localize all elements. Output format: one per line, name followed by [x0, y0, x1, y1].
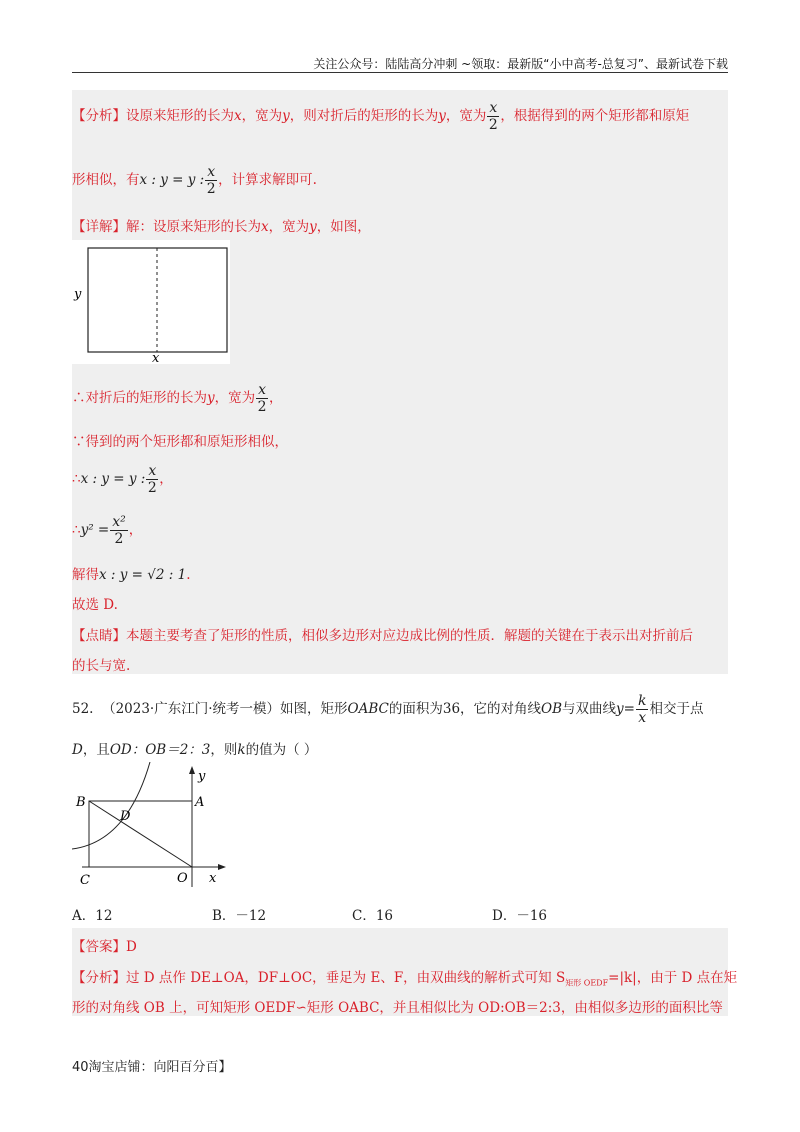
denominator: 2	[257, 399, 267, 415]
analysis-line-1	[72, 100, 689, 133]
ratio: OD：OB＝2：3	[109, 742, 211, 758]
denominator: 2	[147, 480, 157, 496]
text: 与双曲线	[562, 701, 617, 717]
analysis2-line-2: 形的对角线 OB 上，可知矩形 OEDF∽矩形 OABC，并且相似比为 OD:OB＝2:3，由相似多边形的面积比等	[72, 1000, 723, 1016]
analysis-line-2	[72, 164, 317, 197]
text: ，根据得到的两个矩形都和原矩	[500, 108, 690, 124]
text: 本题主要考查了矩形的性质，相似多边形对应边成比例的性质．解题的关键在于表示出对折前后	[126, 628, 693, 644]
analysis2-line-1	[72, 966, 737, 989]
var: OB	[541, 701, 563, 717]
comment-line-2: 的长与宽.	[72, 658, 131, 674]
text: ，	[159, 471, 173, 487]
text: ，则对折后的矩形的长为	[289, 108, 439, 124]
answer-tag: 【答案】	[72, 939, 126, 955]
var-x: x	[261, 219, 269, 235]
page-footer: 40淘宝店铺：向阳百分百】	[72, 1060, 232, 1075]
text: ，	[269, 390, 283, 406]
denominator: 2	[206, 181, 216, 197]
comment-tag: 【点睛】	[72, 628, 126, 644]
text: 设原来矩形的长为	[126, 108, 234, 124]
text: ，	[128, 522, 143, 538]
text: 相交于点	[649, 701, 704, 717]
step-5	[72, 563, 190, 583]
answer-value: D	[126, 939, 137, 955]
fraction	[256, 382, 268, 415]
point-c-label: C	[80, 873, 90, 888]
answer-line	[72, 935, 137, 955]
text: ∴	[72, 471, 81, 487]
question-source: （2023·广东江门·统考一模）	[102, 701, 281, 717]
point-o-label: O	[177, 871, 188, 886]
fraction	[146, 463, 158, 496]
numerator: x	[207, 164, 216, 180]
question-line-1	[72, 693, 703, 726]
numerator: x	[148, 463, 157, 479]
detail-tag: 【详解】	[72, 219, 126, 235]
x-axis-label: x	[209, 871, 217, 886]
page-header: 关注公众号：陆陆高分冲刺 ~领取：最新版“小中高考-总复习”、最新试卷下载	[313, 57, 728, 71]
var-y: y	[438, 108, 446, 124]
point-b-label: B	[76, 795, 86, 810]
text: ，计算求解即可.	[218, 172, 317, 188]
analysis-tag: 【分析】	[72, 970, 126, 986]
denominator: 2	[114, 531, 124, 547]
numerator: k	[638, 693, 647, 709]
var: y=	[616, 701, 635, 717]
option-a: A．12	[72, 908, 113, 924]
text: =|k|，由于 D 点在矩	[608, 970, 738, 986]
text: ，宽为	[214, 390, 256, 406]
question-line-2	[72, 738, 317, 758]
text: 形相似，有	[72, 172, 140, 188]
option-c: C．16	[352, 908, 394, 924]
step-4	[72, 514, 142, 547]
var: D	[72, 742, 83, 758]
text: 如图，矩形	[280, 701, 348, 717]
step-2: ∵得到的两个矩形都和原矩形相似，	[72, 434, 288, 450]
point-d-label: D	[120, 809, 131, 824]
text: 过 D 点作 DE⊥OA，DF⊥OC，垂足为 E、F，由双曲线的解析式可知 S	[126, 970, 566, 986]
text: ，宽为	[268, 219, 310, 235]
y-axis-label: y	[198, 769, 206, 784]
numerator: x²	[112, 514, 126, 530]
subscript: 矩形 OEDF	[565, 978, 609, 988]
step-6: 故选 D.	[72, 597, 118, 613]
text: ，且	[82, 742, 110, 758]
ratio-expression: x : y = y :	[80, 471, 146, 487]
header-rule	[72, 72, 728, 73]
comment-line-1	[72, 624, 693, 644]
text: ，如图，	[316, 219, 371, 235]
y-label: y	[74, 287, 82, 302]
text: 的面积为	[388, 701, 443, 717]
option-d: D．－16	[492, 908, 548, 924]
text: ∴	[72, 522, 81, 538]
x-label: x	[152, 351, 160, 365]
text: ，则	[210, 742, 238, 758]
text: 解得	[72, 567, 99, 583]
var: OABC	[347, 701, 389, 717]
text: ，它的对角线	[460, 701, 542, 717]
hyperbola-figure	[72, 762, 232, 892]
text: 解：设原来矩形的长为	[126, 219, 261, 235]
numerator: x	[258, 382, 267, 398]
var-y: y	[207, 390, 215, 406]
denominator: 2	[488, 117, 498, 133]
text: ，宽为	[445, 108, 487, 124]
var-y: y	[282, 108, 290, 124]
text: ∴对折后的矩形的长为	[72, 390, 207, 406]
question-number: 52.	[72, 701, 94, 717]
fraction	[205, 164, 217, 197]
option-b: B．－12	[212, 908, 267, 924]
text: ，宽为	[241, 108, 283, 124]
result-expression: x : y = √2 : 1	[99, 567, 187, 583]
fraction	[487, 100, 499, 133]
analysis-tag: 【分析】	[72, 108, 126, 124]
fraction	[636, 693, 648, 726]
step-3	[72, 463, 173, 496]
area-value: 36	[442, 701, 461, 717]
lhs: y² =	[80, 522, 110, 538]
var-x: x	[234, 108, 242, 124]
var: k	[237, 742, 246, 758]
var-y: y	[309, 219, 317, 235]
denominator: x	[638, 710, 647, 726]
rectangle-figure	[72, 240, 232, 365]
numerator: x	[489, 100, 498, 116]
fraction	[110, 514, 128, 547]
point-a-label: A	[195, 795, 205, 810]
text: .	[186, 567, 191, 583]
detail-line	[72, 215, 371, 235]
step-1	[72, 382, 283, 415]
ratio-expression: x : y = y :	[139, 172, 205, 188]
text: 的值为（ ）	[245, 742, 318, 758]
